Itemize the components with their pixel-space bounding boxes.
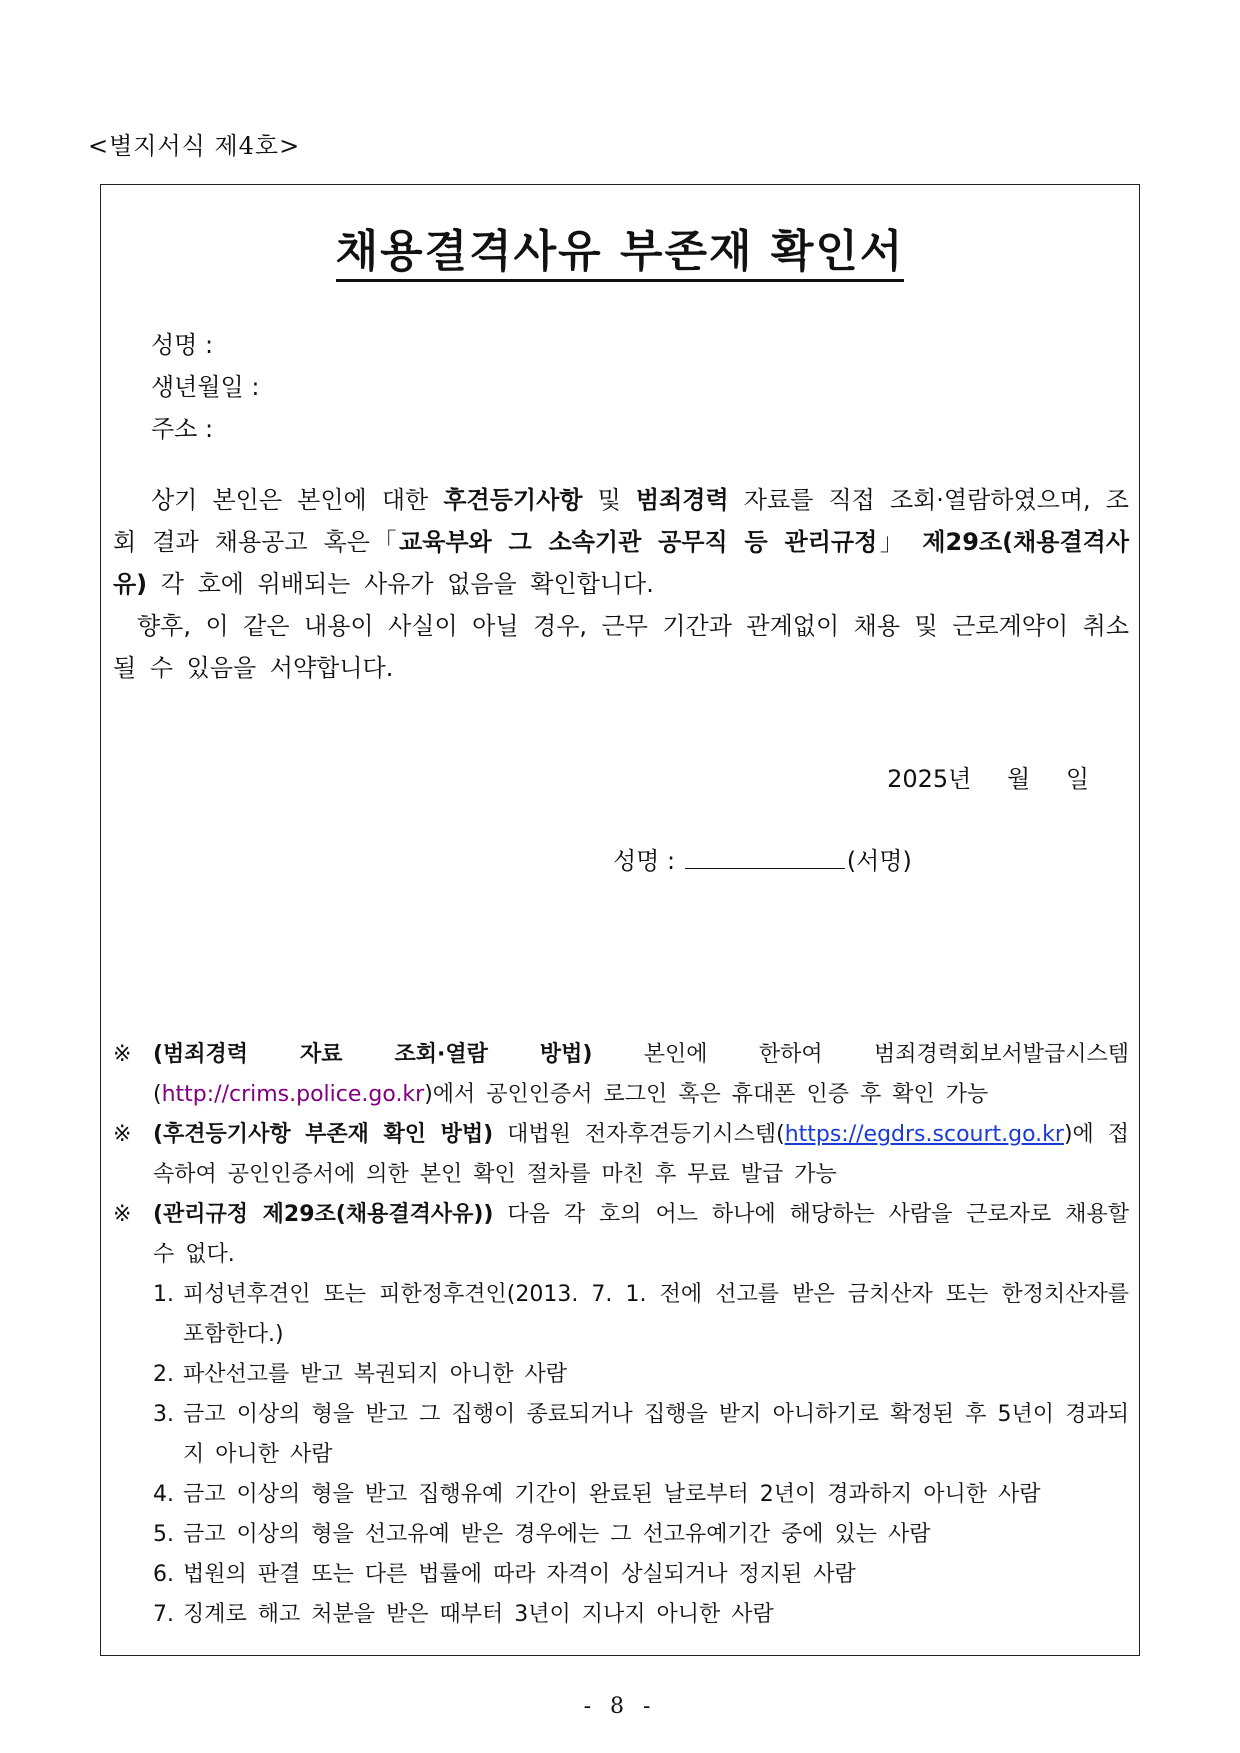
list-item-text: 금고 이상의 형을 선고유예 받은 경우에는 그 선고유예기간 중에 있는 사람 xyxy=(183,1522,931,1547)
list-item-number: 3. xyxy=(153,1402,174,1427)
note-body: )에 접속하여 공인인증서에 의한 본인 확인 절차를 마친 후 무료 발급 가능 xyxy=(153,1122,1129,1187)
page-number: - 8 - xyxy=(583,1694,657,1719)
list-item-text: 피성년후견인 또는 피한정후견인(2013. 7. 1. 전에 선고를 받은 금치산자 또는 한정치산자를 포함한다.) xyxy=(183,1282,1129,1347)
form-frame xyxy=(100,184,1140,1656)
crims-link[interactable]: http://crims.police.go.kr xyxy=(161,1082,425,1107)
list-item xyxy=(153,1595,1129,1635)
signature-blank[interactable] xyxy=(685,848,845,869)
note-body: 다음 각 호의 어느 하나에 해당하는 사람을 근로자로 채용할 수 없다. xyxy=(153,1202,1129,1267)
signature-suffix: (서명) xyxy=(846,847,912,875)
note-body: 본인에 한하여 범죄경력회보서발급시스템( xyxy=(153,1042,1129,1107)
notes-section xyxy=(113,1035,1129,1635)
date-line xyxy=(887,759,1089,794)
list-item xyxy=(153,1275,1129,1355)
list-item-text: 파산선고를 받고 복권되지 아니한 사람 xyxy=(183,1362,568,1387)
note-regulation-29 xyxy=(113,1195,1129,1275)
list-item-number: 4. xyxy=(153,1482,174,1507)
note-body: )에서 공인인증서 로그인 혹은 휴대폰 인증 후 확인 가능 xyxy=(424,1082,989,1107)
note-guardianship xyxy=(113,1115,1129,1195)
note-text xyxy=(153,1035,1129,1115)
name-field: 성명 : xyxy=(151,331,214,359)
list-item xyxy=(153,1555,1129,1595)
para-bold-regulation: 교육부와 그 소속기관 공무직 등 관리규정 xyxy=(398,528,878,556)
para-text: 각 호에 위배되는 사유가 없음을 확인합니다. xyxy=(147,570,654,598)
note-criminal-record xyxy=(113,1035,1129,1115)
para-text: 」 xyxy=(877,528,923,556)
signature-label: 성명 : xyxy=(613,847,676,875)
address-field: 주소 : xyxy=(151,415,214,443)
para-bold-criminal-record: 범죄경력 xyxy=(635,486,729,514)
form-number-label: <별지서식 제4호> xyxy=(88,132,301,160)
list-item-number: 1. xyxy=(153,1282,174,1307)
list-item-number: 2. xyxy=(153,1362,174,1387)
para-text: 및 xyxy=(582,486,636,514)
list-item-text: 법원의 판결 또는 다른 법률에 따라 자격이 상실되거나 정지된 사람 xyxy=(183,1562,856,1587)
reference-mark-icon: ※ xyxy=(113,1042,132,1067)
para-bold-guardianship: 후견등기사항 xyxy=(443,486,583,514)
egdrs-link[interactable]: https://egdrs.scourt.go.kr xyxy=(784,1122,1064,1147)
date-month: 월 xyxy=(1006,765,1031,793)
reference-mark-icon: ※ xyxy=(113,1202,132,1227)
note-text xyxy=(153,1195,1129,1275)
signature-line xyxy=(613,841,912,876)
list-item xyxy=(153,1395,1129,1475)
para-text: 상기 본인은 본인에 대한 xyxy=(151,486,444,514)
reference-mark-icon: ※ xyxy=(113,1122,132,1147)
list-item xyxy=(153,1515,1129,1555)
document-title-text: 채용결격사유 부존재 확인서 xyxy=(336,226,905,282)
list-item-number: 5. xyxy=(153,1522,174,1547)
note-heading: (관리규정 제29조(채용결격사유)) xyxy=(153,1202,494,1227)
date-year: 2025년 xyxy=(887,765,972,793)
list-item-text: 징계로 해고 처분을 받은 때부터 3년이 지나지 아니한 사람 xyxy=(183,1602,774,1627)
list-item-text: 금고 이상의 형을 받고 집행유예 기간이 완료된 날로부터 2년이 경과하지 아니한 사람 xyxy=(183,1482,1041,1507)
disqualification-list xyxy=(153,1275,1129,1635)
list-item xyxy=(153,1475,1129,1515)
pledge-paragraph: 향후, 이 같은 내용이 사실이 아닐 경우, 근무 기간과 관계없이 채용 및 근로계약이 취소 될 수 있음을 서약합니다. xyxy=(113,612,1129,682)
note-body: 대법원 전자후견등기시스템( xyxy=(493,1122,785,1147)
list-item xyxy=(153,1355,1129,1395)
birth-date-field: 생년월일 : xyxy=(151,373,260,401)
list-item-text: 금고 이상의 형을 받고 그 집행이 종료되거나 집행을 받지 아니하기로 확정된 후 5년이 경과되지 아니한 사람 xyxy=(183,1402,1129,1467)
document-title xyxy=(101,215,1139,279)
date-day: 일 xyxy=(1065,765,1089,793)
list-item-number: 7. xyxy=(153,1602,174,1627)
list-item-number: 6. xyxy=(153,1562,174,1587)
note-heading: (범죄경력 자료 조회·열람 방법) xyxy=(153,1042,593,1067)
confirmation-paragraph xyxy=(113,479,1129,605)
note-text xyxy=(153,1115,1129,1195)
note-heading: (후견등기사항 부존재 확인 방법) xyxy=(153,1122,494,1147)
para-bold-article: 제29조(채용결격사유) xyxy=(113,528,1129,598)
para-text: 자료를 직접 조회·열람하였으며, 조회 결과 채용공고 혹은「 xyxy=(113,486,1129,556)
